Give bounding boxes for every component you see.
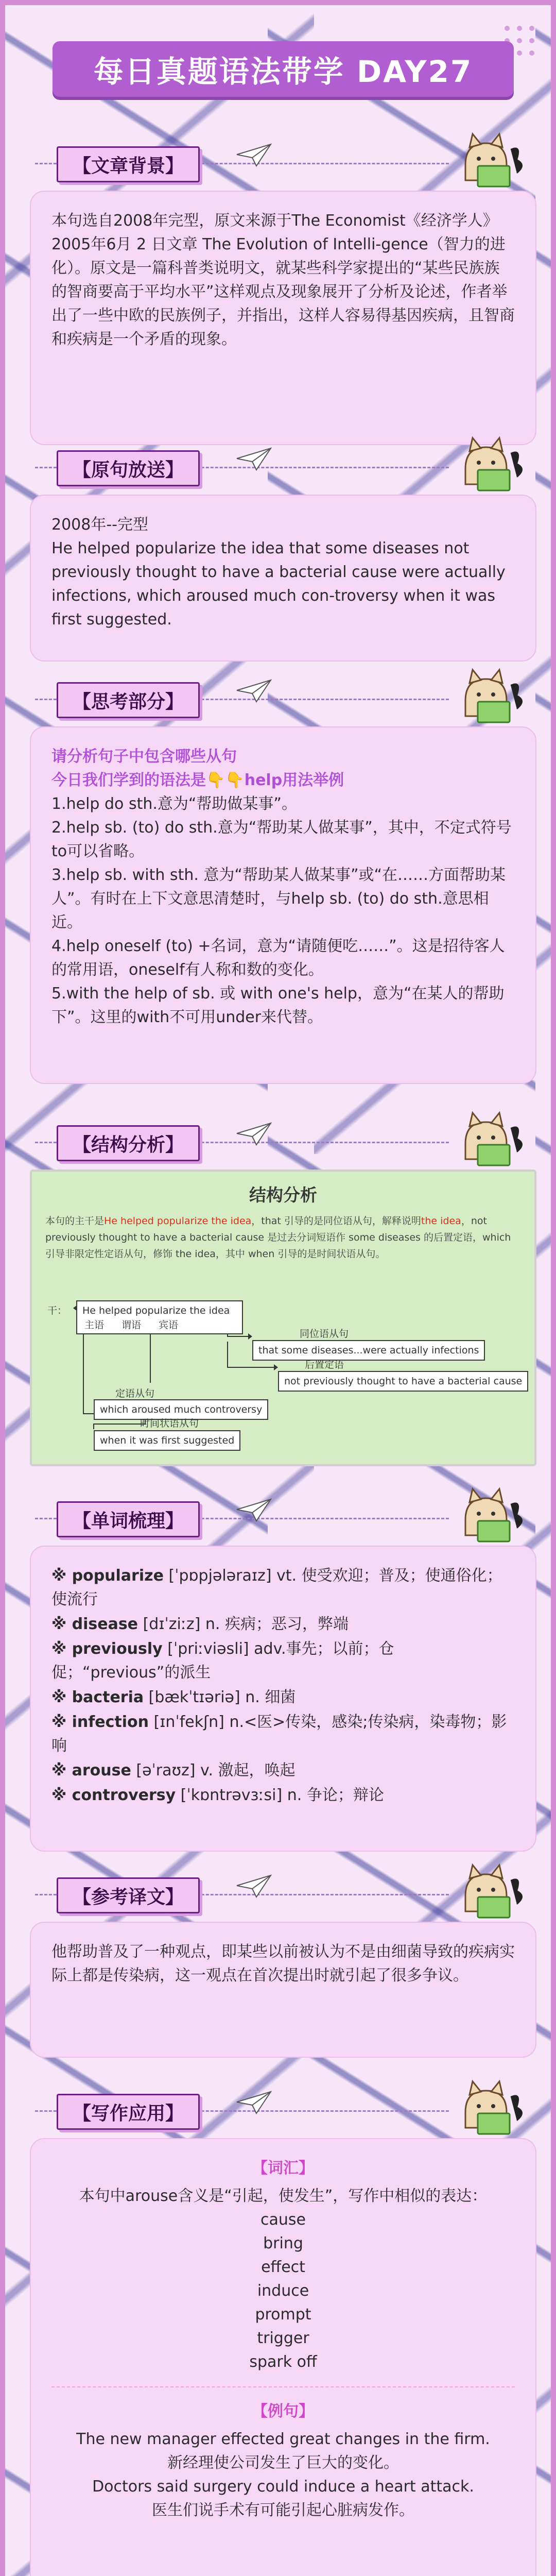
vocab-item: ※ arouse [əˈraʊz] v. 激起，唤起	[51, 1761, 296, 1780]
help-usage-item: 2.help sb. (to) do sth.意为“帮助某人做某事”，其中，不定式符号to可以省略。	[51, 819, 512, 860]
section-vocab	[30, 1484, 536, 1852]
similar-word: effect	[261, 2258, 305, 2276]
help-usage-item: 3.help sb. with sth. 意为“帮助某人做某事”或“在……方面帮助某人”。有时在上下文意思清楚时，与help sb. (to) do sth.意思相近。	[51, 866, 506, 931]
help-usage-item: 1.help do sth.意为“帮助做某事”。	[51, 795, 297, 813]
post-attribute-label: 后置定语	[305, 1359, 344, 1370]
object-tag: 宾语	[159, 1319, 179, 1331]
similar-word: induce	[257, 2282, 309, 2300]
vocab-subtitle: 【词汇】	[252, 2159, 314, 2177]
similar-word: trigger	[257, 2329, 309, 2347]
similar-word: cause	[260, 2211, 306, 2229]
help-usage-item: 4.help oneself (to) +名词，意为“请随便吃……”。这是招待客人的常用语，oneself有人称和数的变化。	[51, 937, 505, 979]
similar-word: prompt	[255, 2306, 311, 2324]
example-sentence: Doctors said surgery could induce a heart attack.	[92, 2478, 474, 2496]
diagram-intro: 本句的主干是He helped popularize the idea，that 引导的是同位语从句，解释说明the idea，not previously thought to have a bacterial cause 是过去分词短语作 some diseases 的后置定语，which 引导非限定性定语从句，修饰 the idea，其中 when 引导的是时间状语从句。	[45, 1215, 511, 1260]
translation-text: 他帮助普及了一种观点，即某些以前被认为不是由细菌导致的疾病实际上都是传染病，这一观点在首次提出时就引起了很多争议。	[51, 1943, 515, 1985]
paper-plane-icon	[236, 446, 272, 472]
cat-reading-icon	[450, 433, 527, 494]
cat-reading-icon	[450, 1860, 527, 1921]
similar-word: spark off	[249, 2353, 317, 2371]
vocab-intro: 本句中arouse含义是“引起，使发生”，写作中相似的表达：	[79, 2187, 488, 2205]
section-background	[30, 129, 536, 445]
paper-plane-icon	[236, 1873, 272, 1899]
paper-plane-icon	[236, 1497, 272, 1523]
example-sentence: The new manager effected great changes in the firm.	[76, 2430, 490, 2448]
section-translation	[30, 1860, 536, 2058]
subject-tag: 主语	[84, 1319, 105, 1331]
question-2: 今日我们学到的语法是👇👇help用法举例	[51, 771, 344, 789]
section-label: 【结构分析】	[57, 1125, 200, 1161]
vocab-item: ※ disease [dɪˈziːz] n. 疾病；恶习，弊端	[51, 1615, 349, 1633]
paper-plane-icon	[236, 2090, 272, 2115]
attribute-clause-box: which aroused much controversy	[94, 1399, 268, 1420]
original-sentence: He helped popularize the idea that some diseases not previously thought to have a bacterial cause were actually infections, which aroused much con-troversy when it was first suggested.	[51, 539, 506, 629]
time-clause-box: when it was first suggested	[94, 1430, 240, 1451]
original-source: 2008年--完型	[51, 516, 148, 534]
cat-reading-icon	[450, 129, 527, 190]
section-label: 【文章背景】	[57, 146, 200, 182]
attribute-clause-label: 定语从句	[115, 1388, 155, 1399]
example-subtitle: 【例句】	[252, 2402, 314, 2420]
example-translation: 新经理使公司发生了巨大的变化。	[167, 2454, 399, 2472]
section-label: 【单词梳理】	[57, 1501, 200, 1537]
section-label: 【原句放送】	[57, 450, 200, 486]
cat-reading-icon	[450, 665, 527, 725]
cat-reading-icon	[450, 1108, 527, 1168]
diagram-title: 结构分析	[249, 1185, 317, 1205]
section-analysis	[30, 1108, 536, 1466]
page-title: 每日真题语法带学 DAY27	[53, 41, 514, 97]
section-writing	[30, 2076, 536, 2576]
paper-plane-icon	[236, 142, 272, 168]
section-thinking	[30, 665, 536, 1084]
paper-plane-icon	[236, 678, 272, 704]
cat-reading-icon	[450, 2076, 527, 2137]
dashed-divider	[51, 2386, 515, 2387]
section-original	[30, 433, 536, 662]
section-label: 【写作应用】	[57, 2094, 200, 2130]
vocab-item: ※ bacteria [bækˈtɪəriə] n. 细菌	[51, 1688, 296, 1706]
appositive-label: 同位语从句	[300, 1328, 349, 1340]
main-clause-box: He helped popularize the idea 主语 谓语 宾语	[76, 1300, 243, 1334]
time-clause-label: 时间状语从句	[140, 1418, 199, 1429]
section-label: 【思考部分】	[57, 682, 200, 718]
section-label: 【参考译文】	[57, 1877, 200, 1913]
appositive-box: that some diseases...were actually infections	[252, 1340, 485, 1361]
main-clause-label: 干：	[47, 1305, 67, 1316]
background-text: 本句选自2008年完型，原文来源于The Economist《经济学人》2005年6月 2 日文章 The Evolution of Intelli-gence（智力的进化）。原文是一篇科普类说明文，就某些科学家提出的“某些民族族的智商要高于平均水平”这样观点及现象展开了分析及论述，作者举出了一些中欧的民族例子，并指出，这样人容易得基因疾病，且智商和疾病是一个矛盾的现象。	[51, 212, 515, 348]
post-attribute-box: not previously thought to have a bacterial cause	[278, 1371, 528, 1392]
predicate-tag: 谓语	[121, 1319, 142, 1331]
help-usage-item: 5.with the help of sb. 或 with one's help，意为“在某人的帮助下”。这里的with不可用under来代替。	[51, 985, 505, 1026]
vocab-item: ※ infection [ɪnˈfekʃn] n.<医>传染，感染;传染病，染毒物；影响	[51, 1713, 507, 1755]
question-1: 请分析句子中包含哪些从句	[51, 748, 237, 766]
cat-reading-icon	[450, 1484, 527, 1545]
structure-diagram	[30, 1170, 536, 1466]
vocab-item: ※ previously [ˈpriːviəsli] adv.事先；以前；仓促；“previous”的派生	[51, 1640, 394, 1682]
vocab-item: ※ controversy [ˈkɒntrəvɜːsi] n. 争论；辩论	[51, 1786, 384, 1804]
example-translation: 医生们说手术有可能引起心脏病发作。	[152, 2501, 414, 2519]
similar-word: bring	[263, 2234, 303, 2252]
paper-plane-icon	[236, 1121, 272, 1147]
vocab-item: ※ popularize [ˈpɒpjələraɪz] vt. 使受欢迎；普及；使通俗化；使流行	[51, 1567, 502, 1608]
